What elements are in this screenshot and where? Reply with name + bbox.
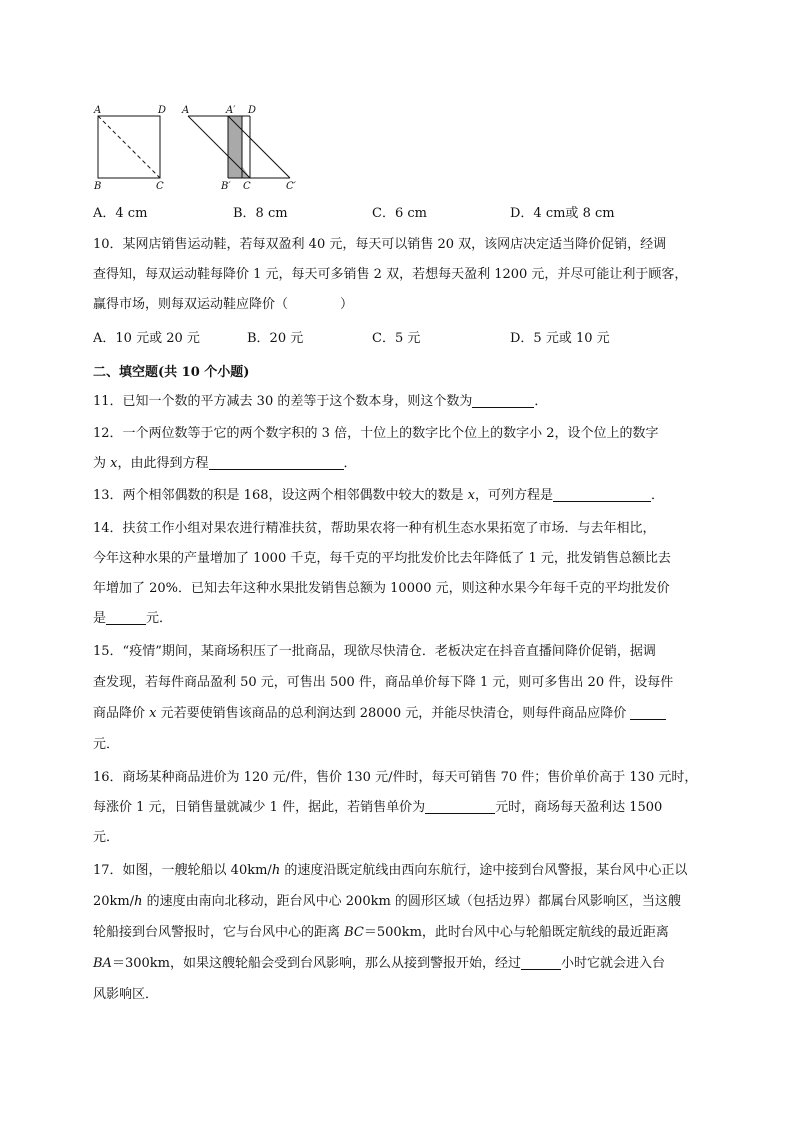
q15-line-1: 15．“疫情”期间，某商场积压了一批商品，现欲尽快清仓．老板决定在抖音直播间降价促销，据调 — [93, 644, 656, 659]
q13-end: ． — [650, 488, 664, 503]
q9-option-d: D．4 cm或 8 cm — [510, 206, 615, 221]
q16-line-1: 16．商场某种商品进价为 120 元/件，售价 130 元/件时，每天可销售 70 件；售价单价高于 130 元时， — [93, 770, 698, 785]
q17-line-1 — [93, 862, 687, 880]
q13-line — [93, 487, 664, 505]
q15-line-4: 元． — [93, 737, 120, 752]
q13-var-x: x — [467, 488, 475, 503]
label-d-right: D — [248, 105, 257, 116]
q10-line-1: 10．某网店销售运动鞋，若每双盈利 40 元，每天可以销售 20 双，该网店决定适当降价促销，经调 — [93, 237, 667, 252]
q11-text: 11．已知一个数的平方减去 30 的差等于这个数本身，则这个数为 — [93, 394, 473, 409]
label-c-left: C — [156, 181, 164, 192]
q17-l2-h: h — [134, 894, 143, 909]
label-c-right: C — [243, 181, 251, 192]
q17-l3-a: 轮船接到台风警报时，它与台风中心的距离 — [93, 925, 345, 940]
q11-line — [93, 393, 547, 411]
q17-line-2 — [93, 893, 681, 911]
q17-line-4 — [93, 955, 665, 973]
q15-text-a: 商品降价 — [93, 706, 150, 721]
q17-l2-a: 20km/ — [93, 894, 135, 909]
q12-line-2 — [93, 455, 357, 473]
label-c-prime: C′ — [286, 181, 296, 192]
q14-line-4 — [93, 610, 172, 628]
q15-text-b: 元若要使销售该商品的总利润达到 28000 元，并能尽快清仓，则每件商品应降价 — [156, 706, 631, 721]
q10-option-a: A．10 元或 20 元 — [93, 331, 200, 346]
q12-text-a: 为 — [93, 456, 111, 471]
q14-text-a: 是 — [93, 611, 107, 626]
q16-text-a: 每涨价 1 元，日销售量就减少 1 件，据此，若销售单价为 — [93, 800, 426, 815]
q14-answer-blank[interactable] — [106, 610, 146, 625]
label-a-prime: A′ — [226, 105, 236, 116]
q9-option-c: C．6 cm — [372, 206, 427, 221]
q10-line-3: 赢得市场，则每双运动鞋应降价（ ） — [93, 297, 354, 312]
q13-answer-blank[interactable] — [553, 487, 651, 502]
q12-var-x: x — [110, 456, 118, 471]
q17-l4-a: ＝300km，如果这艘轮船会受到台风影响，那么从接到警报开始，经过 — [111, 956, 521, 971]
q10-option-c: C．5 元 — [372, 331, 421, 346]
section-heading-fill-in: 二、填空题(共 10 个小题) — [93, 365, 250, 380]
q15-line-2: 查发现，若每件商品盈利 50 元，可售出 500 件，商品单价每下降 1 元，则可多售出 20 件，设每件 — [93, 675, 674, 690]
q16-line-3: 元． — [93, 830, 120, 845]
shaded-region — [228, 116, 242, 178]
q12-text-b: ，由此得到方程 — [117, 456, 209, 471]
q15-var-x: x — [149, 706, 157, 721]
q17-l3-var: BC — [344, 925, 364, 940]
q17-l4-var: BA — [93, 956, 112, 971]
q13-text-a: 13．两个相邻偶数的积是 168，设这两个相邻偶数中较大的数是 — [93, 488, 468, 503]
geometry-figure — [88, 100, 308, 195]
q11-end: ． — [534, 394, 548, 409]
q17-l2-b: 的速度由南向北移动，距台风中心 200km 的圆形区域（包括边界）都属台风影响区，当这艘 — [142, 894, 681, 909]
q17-l3-b: ＝500km，此时台风中心与轮船既定航线的最近距离 — [363, 925, 669, 940]
q12-line-1: 12．一个两位数等于它的两个数字积的 3 倍，十位上的数字比个位上的数字小 2，设个位上的数字 — [93, 426, 659, 441]
label-b-left: B — [94, 181, 102, 192]
q17-l1-h: h — [271, 863, 281, 878]
q12-end: ． — [343, 456, 357, 471]
q16-line-2 — [93, 799, 662, 817]
q17-answer-blank[interactable] — [521, 955, 561, 970]
q16-answer-blank[interactable] — [425, 799, 495, 814]
q13-text-b: ，可列方程是 — [474, 488, 553, 503]
label-d-left: D — [158, 105, 167, 116]
q16-text-b: 元时，商场每天盈利达 1500 — [495, 800, 663, 815]
q10-option-b: B．20 元 — [247, 331, 304, 346]
q9-option-a: A．4 cm — [93, 206, 148, 221]
q15-answer-blank[interactable] — [630, 705, 666, 720]
q17-l1-a: 17．如图，一艘轮船以 40km/ — [93, 863, 272, 878]
q12-answer-blank[interactable] — [209, 455, 344, 470]
label-a-right: A — [182, 105, 190, 116]
q14-end: 元． — [146, 611, 173, 626]
label-b-prime: B′ — [221, 181, 231, 192]
q9-option-b: B．8 cm — [233, 206, 288, 221]
q14-line-2: 今年这种水果的产量增加了 1000 千克，每千克的平均批发价比去年降低了 1 元，批发销售总额比去 — [93, 551, 671, 566]
q14-line-3: 年增加了 20%．已知去年这种水果批发销售总额为 10000 元，则这种水果今年每千克的平均批发价 — [93, 581, 670, 596]
q10-option-d: D．5 元或 10 元 — [510, 331, 610, 346]
q15-line-3 — [93, 705, 666, 723]
q10-line-2: 查得知，每双运动鞋每降价 1 元，每天可多销售 2 双，若想每天盈利 1200 元，并尽可能让利于顾客， — [93, 267, 688, 282]
q17-l1-b: 的速度沿既定航线由西向东航行，途中接到台风警报，某台风中心正以 — [280, 863, 688, 878]
diagonal-ac — [98, 116, 160, 178]
label-a-left: A — [94, 105, 102, 116]
q17-line-5: 风影响区． — [93, 987, 159, 1002]
q14-line-1: 14．扶贫工作小组对果农进行精准扶贫，帮助果农将一种有机生态水果拓宽了市场．与去年相比， — [93, 521, 656, 536]
q17-line-3 — [93, 924, 669, 942]
q11-answer-blank[interactable] — [472, 393, 534, 408]
q17-l4-b: 小时它就会进入台 — [560, 956, 665, 971]
